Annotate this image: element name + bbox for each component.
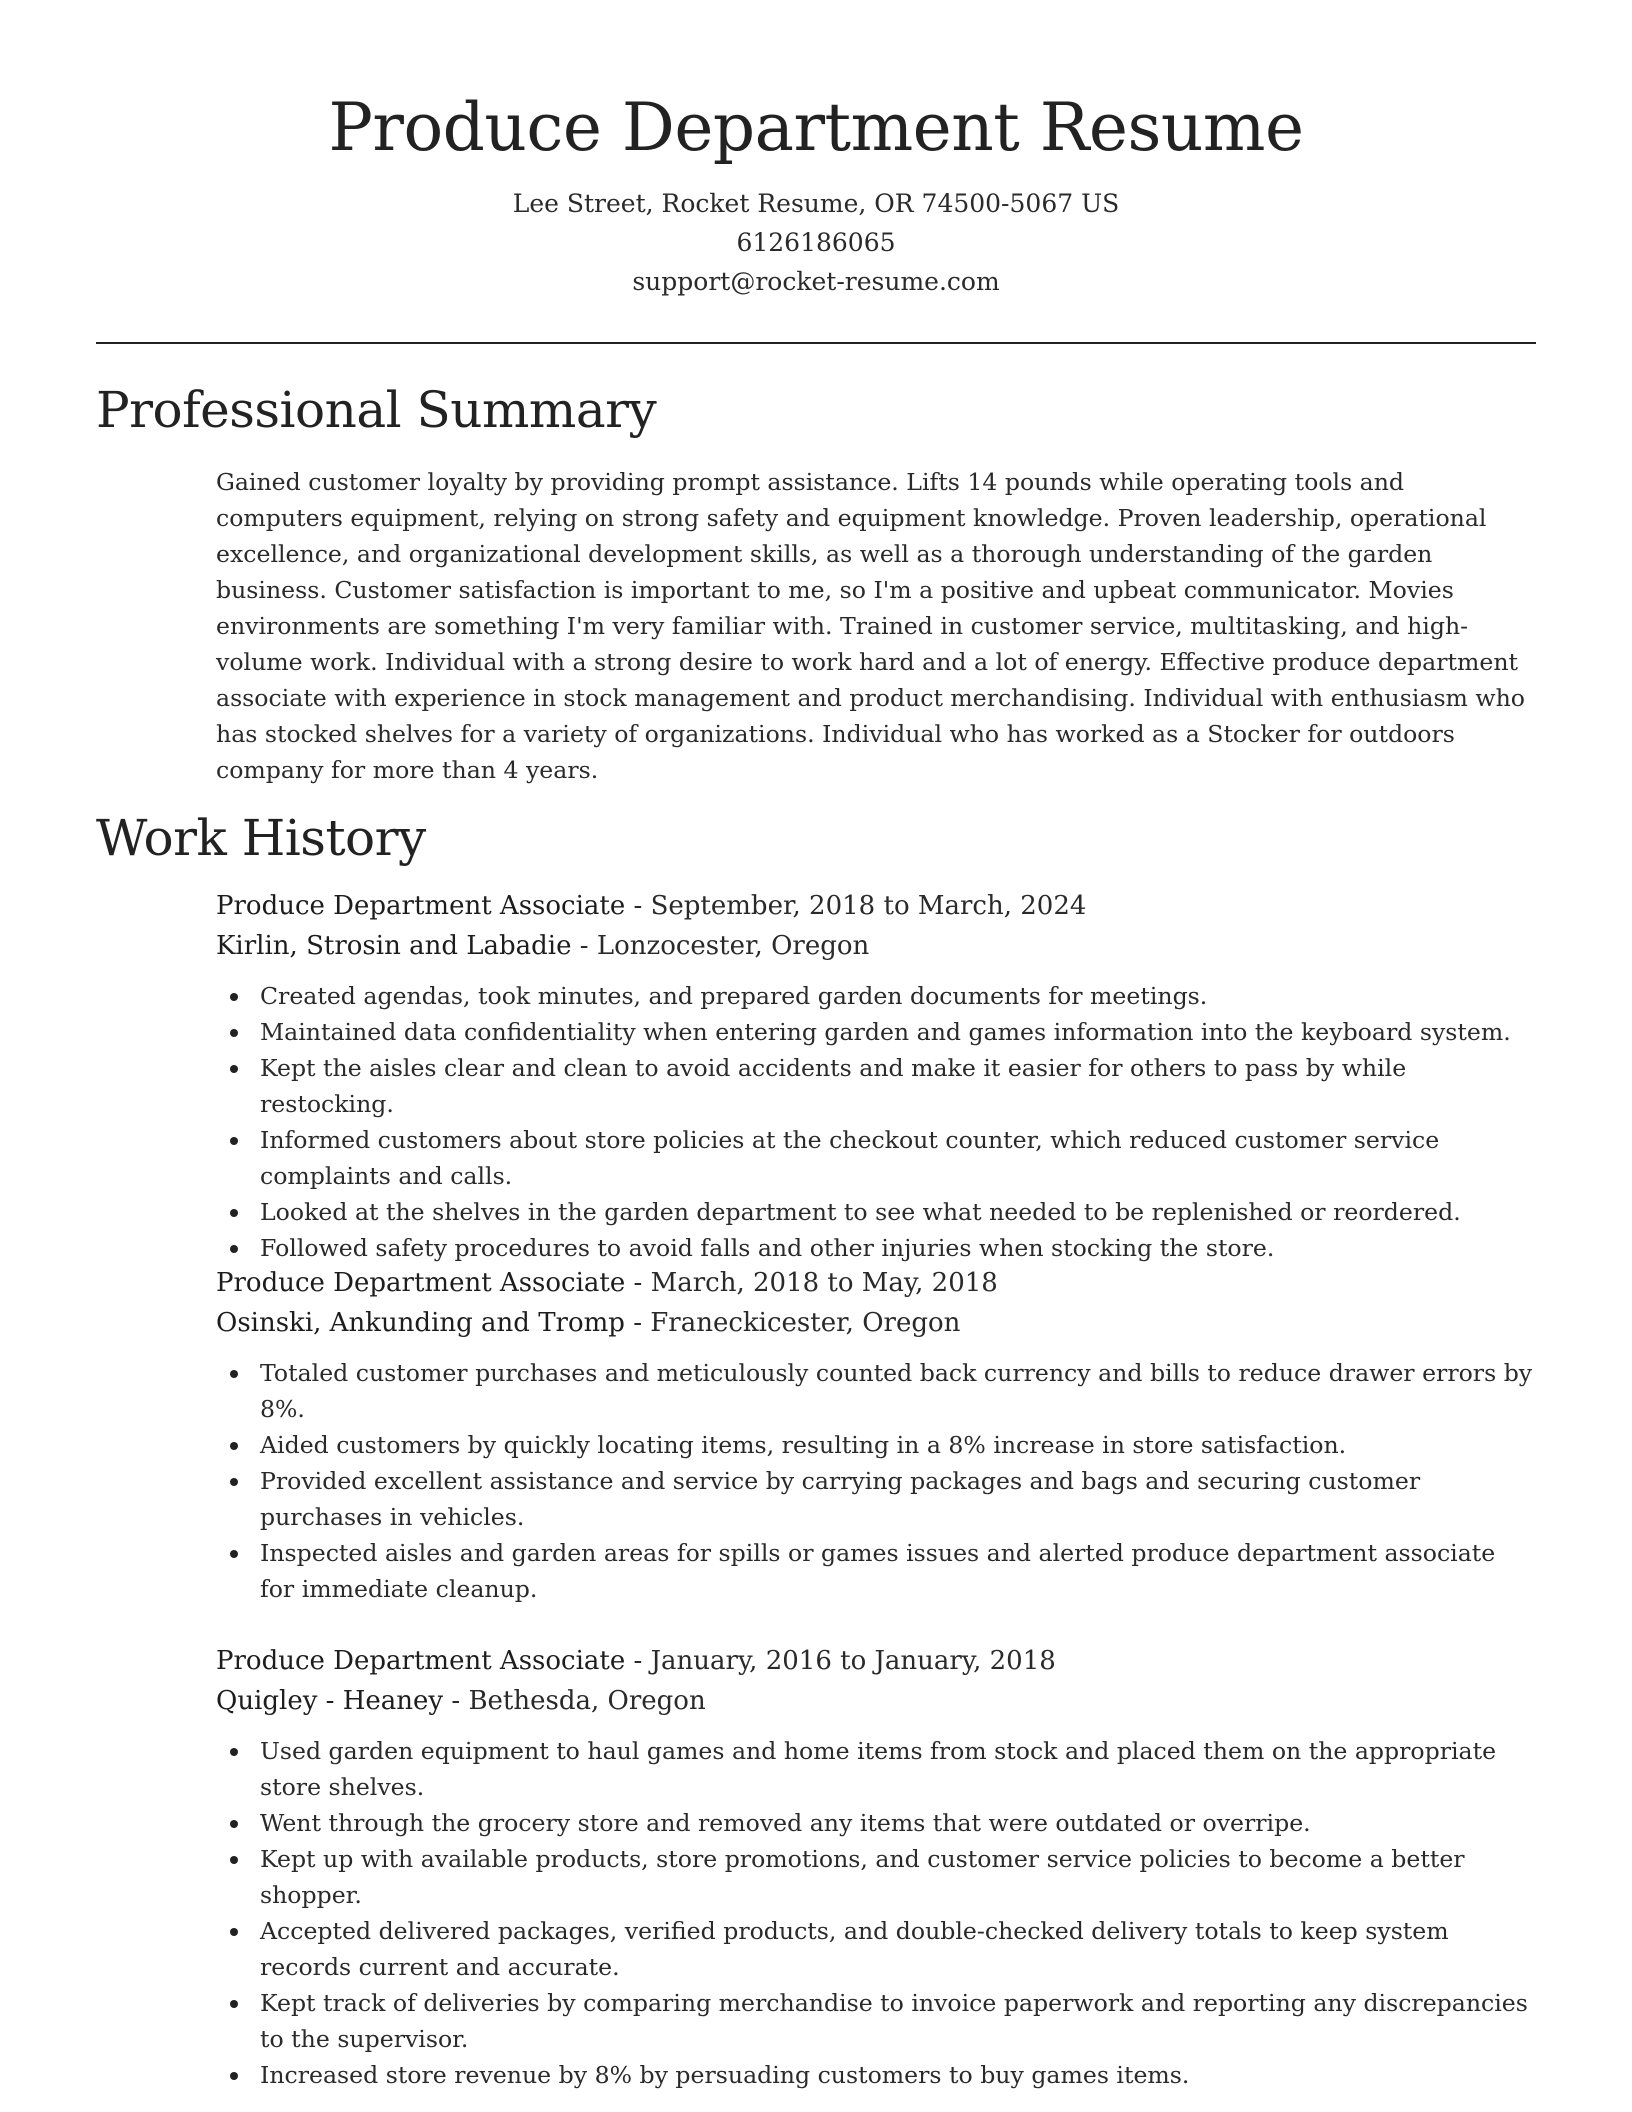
list-item: Aided customers by quickly locating items, resulting in a 8% increase in store satisfaction. xyxy=(216,1427,1536,1463)
list-item: Accepted delivered packages, verified products, and double-checked delivery totals to keep system records current and accurate. xyxy=(216,1913,1536,1985)
job-location: Lonzocester, Oregon xyxy=(596,931,870,961)
job-company: Osinski, Ankunding and Tromp xyxy=(216,1308,625,1338)
job-dates: September, 2018 to March, 2024 xyxy=(650,891,1087,921)
job-bullets xyxy=(216,1355,1536,1607)
contact-address: Lee Street, Rocket Resume, OR 74500-5067 US xyxy=(512,189,1120,218)
job-title-line xyxy=(216,1641,1536,1681)
list-item: Kept up with available products, store promotions, and customer service policies to become a better shopper. xyxy=(216,1841,1536,1913)
list-item: Inspected aisles and garden areas for spills or games issues and alerted produce department associate for immediate cleanup. xyxy=(216,1535,1536,1607)
separator: - xyxy=(451,1686,469,1716)
summary-heading: Professional Summary xyxy=(96,381,657,439)
job-location: Bethesda, Oregon xyxy=(468,1686,706,1716)
list-item: Looked at the shelves in the garden department to see what needed to be replenished or reordered. xyxy=(216,1194,1536,1230)
separator: - xyxy=(633,891,651,921)
list-item: Provided excellent assistance and service by carrying packages and bags and securing customer purchases in vehicles. xyxy=(216,1463,1536,1535)
list-item: Maintained data confidentiality when entering garden and games information into the keyboard system. xyxy=(216,1014,1536,1050)
job-entry xyxy=(216,886,1536,1266)
list-item: Totaled customer purchases and meticulously counted back currency and bills to reduce drawer errors by 8%. xyxy=(216,1355,1536,1427)
job-entry xyxy=(216,1641,1536,2093)
summary-text: Gained customer loyalty by providing prompt assistance. Lifts 14 pounds while operating tools and computers equipment, relying on strong safety and equipment knowledge. Proven leadership, operational excellence, and organizational development skills, as well as a thorough understanding of the garden business. Customer satisfaction is important to me, so I'm a positive and upbeat communicator. Movies environments are something I'm very familiar with. Trained in customer service, multitasking, and high-volume work. Individual with a strong desire to work hard and a lot of energy. Effective produce department associate with experience in stock management and product merchandising. Individual with enthusiasm who has stocked shelves for a variety of organizations. Individual who has worked as a Stocker for outdoors company for more than 4 years. xyxy=(216,468,1526,784)
job-title-line xyxy=(216,1263,1536,1303)
job-company-line xyxy=(216,926,1536,966)
contact-phone: 6126186065 xyxy=(736,228,896,257)
separator: - xyxy=(633,1646,651,1676)
job-company-line xyxy=(216,1681,1536,1721)
separator: - xyxy=(633,1268,651,1298)
job-company: Kirlin, Strosin and Labadie xyxy=(216,931,572,961)
job-bullets xyxy=(216,1733,1536,2093)
header-divider xyxy=(96,342,1536,344)
job-title: Produce Department Associate xyxy=(216,1646,626,1676)
job-company: Quigley - Heaney xyxy=(216,1686,444,1716)
job-dates: January, 2016 to January, 2018 xyxy=(650,1646,1056,1676)
resume-title: Produce Department Resume xyxy=(328,89,1304,166)
list-item: Kept track of deliveries by comparing merchandise to invoice paperwork and reporting any discrepancies to the supervisor. xyxy=(216,1985,1536,2057)
list-item: Followed safety procedures to avoid falls and other injuries when stocking the store. xyxy=(216,1230,1536,1266)
job-title-line xyxy=(216,886,1536,926)
job-title: Produce Department Associate xyxy=(216,891,626,921)
contact-info xyxy=(96,184,1536,301)
list-item: Went through the grocery store and removed any items that were outdated or overripe. xyxy=(216,1805,1536,1841)
job-dates: March, 2018 to May, 2018 xyxy=(650,1268,998,1298)
separator: - xyxy=(579,931,597,961)
job-entry xyxy=(216,1263,1536,1607)
job-bullets xyxy=(216,978,1536,1266)
job-company-line xyxy=(216,1303,1536,1343)
list-item: Kept the aisles clear and clean to avoid accidents and make it easier for others to pass by while restocking. xyxy=(216,1050,1536,1122)
separator: - xyxy=(633,1308,651,1338)
list-item: Used garden equipment to haul games and home items from stock and placed them on the appropriate store shelves. xyxy=(216,1733,1536,1805)
list-item: Informed customers about store policies at the checkout counter, which reduced customer service complaints and calls. xyxy=(216,1122,1536,1194)
list-item: Created agendas, took minutes, and prepared garden documents for meetings. xyxy=(216,978,1536,1014)
job-title: Produce Department Associate xyxy=(216,1268,626,1298)
work-history-heading: Work History xyxy=(96,809,426,867)
job-location: Franeckicester, Oregon xyxy=(650,1308,961,1338)
list-item: Increased store revenue by 8% by persuading customers to buy games items. xyxy=(216,2057,1536,2093)
resume-header xyxy=(96,82,1536,301)
contact-email: support@rocket-resume.com xyxy=(632,267,1000,296)
